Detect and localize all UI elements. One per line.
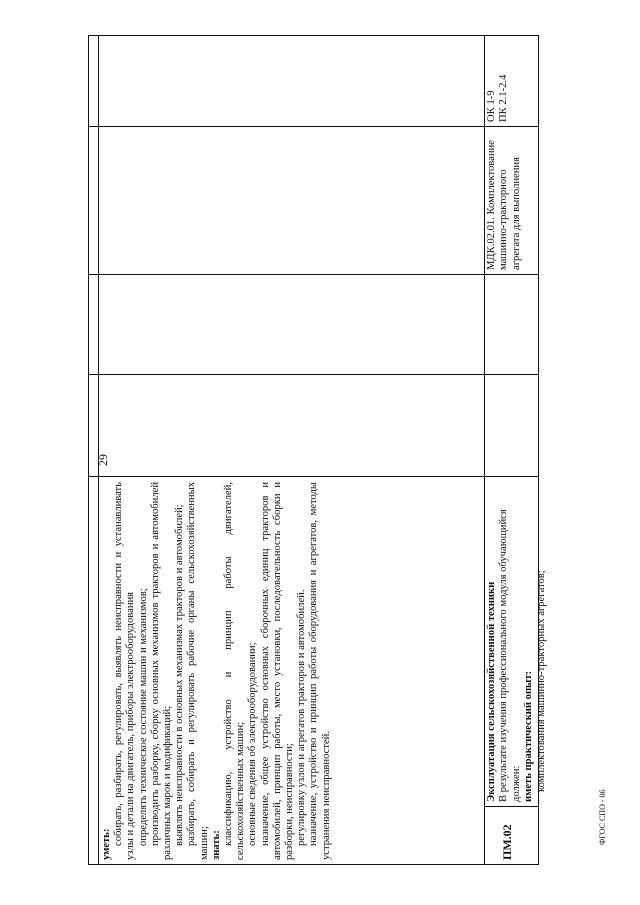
competencies-ok: ОК 1-9 — [486, 90, 497, 122]
column-divider — [88, 274, 539, 275]
mdk-cell: МДК.02.01. Комплектование машинно-тракторного агрегата для выполнения — [486, 140, 522, 270]
opyt-item: комплектования машинно-тракторных агрегатов; — [535, 570, 547, 792]
curriculum-table — [88, 35, 547, 865]
umet-item: выявлять неисправности в основных механизмах тракторов и автомобилей; — [174, 504, 186, 846]
umet-item: производить разборку, сборку основных механизмов тракторов и автомобилей различных марок и модификаций; — [149, 482, 174, 860]
znat-heading: знать: — [210, 830, 222, 860]
umet-heading: уметь: — [101, 828, 112, 860]
module-code: ПМ.02 — [500, 824, 514, 860]
skills-knowledge-cell — [98, 477, 484, 865]
module-title: Эксплуатация сельскохозяйственной техники — [486, 581, 497, 802]
umet-item: разбирать, собирать и регулировать рабочие органы сельскохозяйственных машин; — [186, 482, 210, 860]
znat-item: назначение, общее устройство основных сборочных единиц тракторов и автомобилей, принцип работы, место установки, последовательность сборки и разборки, неисправности; — [259, 482, 296, 860]
competencies-pk: ПК 2.1-2.4 — [498, 74, 510, 122]
opyt-heading: иметь практический опыт: — [523, 670, 535, 802]
footer-code: ФГОС СПО - 06 — [598, 789, 607, 845]
column-divider — [88, 374, 539, 375]
znat-item: назначение, устройство и принцип работы оборудования и агрегатов, методы устранения неисправностей. — [308, 482, 332, 860]
page-number: 29 — [96, 454, 110, 466]
code-divider — [484, 806, 539, 807]
competencies-cell — [484, 35, 539, 127]
column-divider — [88, 126, 539, 127]
znat-item: регулировку узлов и агрегатов тракторов и автомобилей. — [296, 589, 308, 846]
znat-item: основные сведения об электрооборудовании; — [247, 642, 259, 846]
znat-item: классификацию, устройство и принцип работы двигателей, сельскохозяйственных машин; — [223, 482, 247, 860]
umet-item: определять техническое состояние машин и механизмов; — [137, 588, 149, 846]
module-intro: В результате изучения профессионального модуля обучающийся должен: — [498, 509, 522, 802]
umet-item: собирать, разбирать, регулировать, выявлять неисправности и устанавливать узлы и детали на двигатель, приборы электрооборудования — [113, 482, 137, 860]
module-description-cell — [484, 477, 547, 807]
